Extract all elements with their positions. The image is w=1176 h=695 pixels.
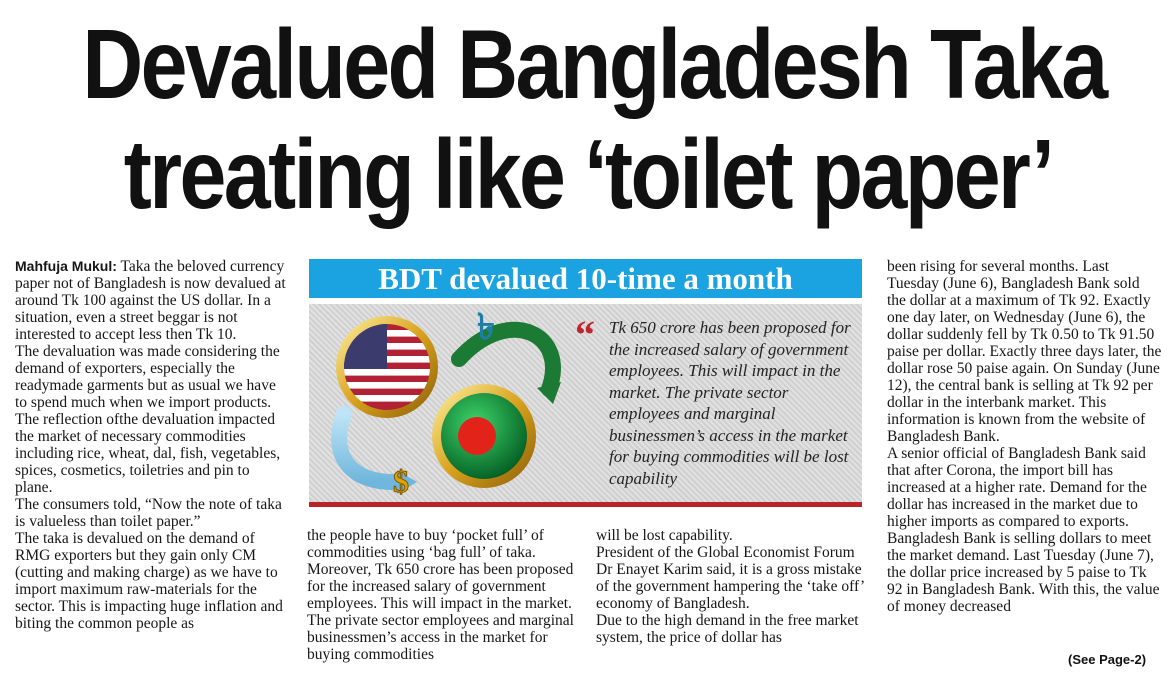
infobox: [309, 259, 862, 517]
article-column-1: [15, 258, 289, 632]
paragraph: President of the Global Economist Forum Dr Enayet Karim said, it is a gross mistake of the government hampering the ‘take off’ economy of Bangladesh.: [596, 544, 864, 612]
infobox-quote: Tk 650 crore has been proposed for the increased salary of government employees. This will impact in the market. The private sector employees and marginal businessmen’s access in the market for buying commodities will be lost capability: [609, 318, 851, 488]
infobox-rule: [309, 502, 862, 507]
byline: Mahfuja Mukul:: [15, 258, 117, 274]
paragraph: the people have to buy ‘pocket full’ of commodities using ‘bag full’ of taka. Moreover, Tk 650 crore has been proposed for the increased salary of government employees. This will impact in the market. The private sector employees and marginal businessmen’s access in the market for buying commodities: [307, 527, 574, 663]
paragraph-text: Taka the beloved currency paper not of Bangladesh is now devalued at around Tk 100 against the US dollar. In a situation, even a street beggar is not interested to accept less then Tk 10.: [15, 258, 286, 343]
dollar-symbol-icon: [393, 463, 409, 499]
paragraph: The consumers told, “Now the note of taka is valueless than toilet paper.”: [15, 496, 282, 530]
paragraph: [15, 258, 289, 343]
paragraph: will be lost capability.: [596, 527, 733, 544]
bangladesh-flag-coin-icon: [432, 384, 536, 488]
article-column-3: [596, 527, 870, 646]
headline-line-2: treating like ‘toilet paper’: [123, 119, 1053, 229]
us-flag-coin-icon: [336, 316, 439, 418]
paragraph: been rising for several months. Last Tuesday (June 6), Bangladesh Bank sold the dollar at a maximum of Tk 92. Exactly one day later, on Wednesday (June 6), the dollar suddenly fell by Tk 0.50 to Tk 91.50 paise per dollar. Exactly three days later, the dollar rose 50 paise again. On Sunday (June 12), the central bank is selling at Tk 92 per dollar in the interbank market. This information is known from the website of Bangladesh Bank.: [887, 258, 1162, 445]
paragraph: A senior official of Bangladesh Bank said that after Corona, the import bill has increased at a higher rate. Demand for the dollar has increased in the market due to higher imports as compared to exports. Bangladesh Bank is selling dollars to meet the market demand. Last Tuesday (June 7), the dollar price increased by 5 paise to Tk 92 in Bangladesh Bank. With this, the value of money decreased: [887, 445, 1160, 615]
svg-text:$: $: [393, 463, 409, 499]
article-column-4: [887, 258, 1162, 615]
see-page-link[interactable]: (See Page-2): [1068, 652, 1147, 667]
taka-symbol-icon: [477, 307, 495, 347]
infobox-title: BDT devalued 10-time a month: [309, 259, 862, 298]
paragraph: The taka is devalued on the demand of RMG exporters but they gain only CM (cutting and making charge) as we have to import maximum raw-materials for the sector. This is impacting huge inflation and biting the common people as: [15, 530, 283, 632]
currency-exchange-graphic: [309, 304, 574, 502]
paragraph: The devaluation was made considering the demand of exporters, especially the readymade garments but as usual we have to spend much when we import products. The reflection ofthe devaluation impacted the market of necessary commodities including rice, wheat, dal, fish, vegetables, spices, cosmetics, toiletries and pin to plane.: [15, 343, 281, 496]
headline-line-1: Devalued Bangladesh Taka: [82, 9, 1106, 119]
article-column-2: [307, 527, 577, 663]
svg-text:৳: ৳: [477, 307, 495, 347]
quote-mark-icon: “: [575, 312, 595, 357]
paragraph: Due to the high demand in the free market system, the price of dollar has: [596, 612, 859, 646]
